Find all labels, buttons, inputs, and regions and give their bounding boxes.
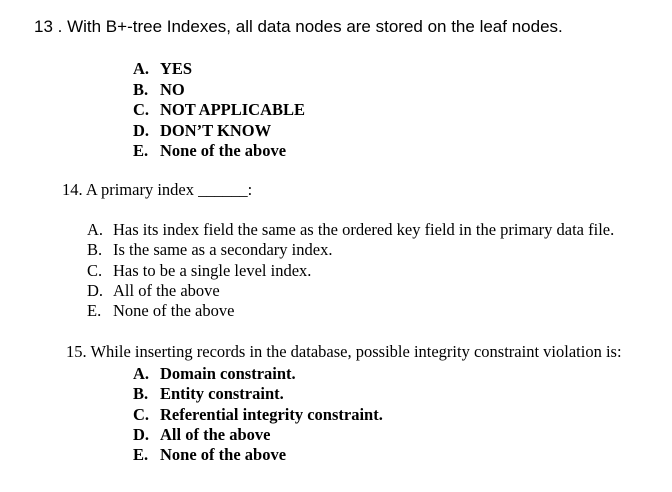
question-15-option-d [133,425,383,445]
question-15-text: 15. While inserting records in the database, possible integrity constraint violation is: [66,342,622,361]
option-text: All of the above [160,424,271,444]
question-14-option-b [87,240,614,260]
option-letter: E. [87,301,102,321]
option-text: None of the above [160,141,287,160]
option-letter: C. [87,260,103,280]
option-letter: D. [133,120,150,140]
option-text: Has to be a single level index. [113,260,312,280]
option-text: Referential integrity constraint. [160,404,383,424]
option-letter: D. [87,280,104,300]
option-letter: E. [133,445,149,465]
option-text: YES [160,59,193,78]
option-text: Is the same as a secondary index. [113,240,333,260]
question-14-option-e [87,301,614,321]
question-15-option-e [133,445,383,465]
option-letter: C. [133,404,150,424]
option-text: Has its index field the same as the ordered key field in the primary data file. [113,220,615,239]
question-14-option-c [87,261,614,281]
option-text: DON’T KNOW [160,120,272,140]
question-13-option-e [133,141,305,162]
option-letter: B. [133,384,149,404]
question-14-option-d [87,281,614,301]
option-letter: A. [133,364,150,383]
option-text: Entity constraint. [160,384,284,404]
option-letter: A. [87,220,104,239]
option-letter: B. [133,79,149,99]
option-letter: D. [133,424,150,444]
option-text: None of the above [113,301,235,321]
option-text: Domain constraint. [160,364,296,383]
question-13-option-b [133,80,305,101]
question-13-options [133,59,305,162]
option-text: None of the above [160,445,287,465]
question-14-text: 14. A primary index ______: [62,180,253,199]
option-letter: E. [133,141,149,160]
question-13-text: 13 . With B+-tree Indexes, all data nodes are stored on the leaf nodes. [34,17,563,36]
question-15-option-b [133,384,383,404]
question-14-options [87,220,614,321]
question-13-option-a [133,59,305,80]
option-letter: A. [133,59,150,78]
question-15-options [133,364,383,465]
question-13-option-d [133,121,305,142]
option-text: All of the above [113,280,220,300]
question-15-option-a [133,364,383,384]
option-letter: B. [87,240,103,260]
option-letter: C. [133,100,150,119]
question-15-option-c [133,405,383,425]
option-text: NOT APPLICABLE [160,100,306,119]
option-text: NO [160,79,185,99]
question-14-option-a [87,220,614,240]
question-13-option-c [133,100,305,121]
